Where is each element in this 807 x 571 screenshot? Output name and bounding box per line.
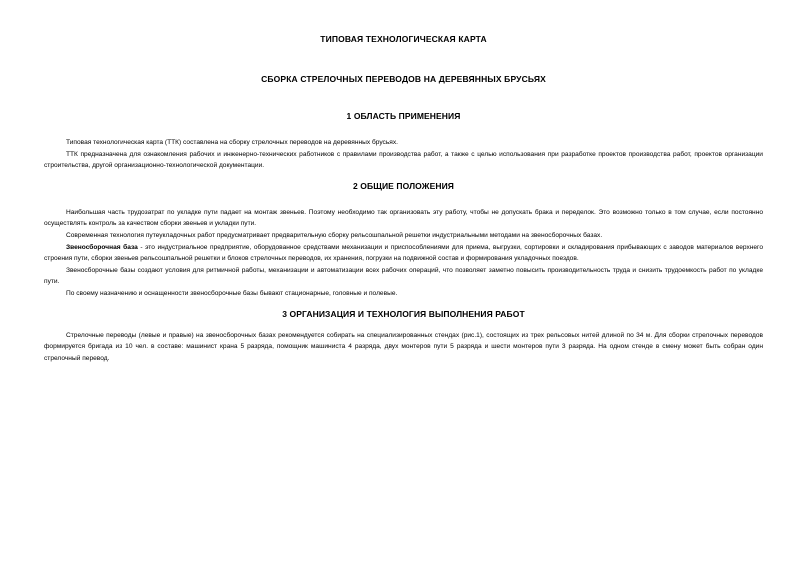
paragraph: По своему назначению и оснащенности звеносборочные базы бывают стационарные, головные и полевые. [66,289,398,297]
paragraph: Наибольшая часть трудозатрат по укладке пути падает на монтаж звеньев. Поэтому необходимо так организовать эту работу, чтобы не допускать брака и переделок. Это возможно только в том случае, если постоянно осуществлять контроль за качеством сборки звеньев и укладки пути. [44,208,763,228]
paragraph: Типовая технологическая карта (ТТК) составлена на сборку стрелочных переводов на деревянных брусьях. [66,139,398,146]
paragraph: ТТК предназначена для ознакомления рабочих и инженерно-технических работников с правилами производства работ, а также с целью использования при разработке проектов производства работ, проектов организации строительства, другой организационно-технологической документации. [44,150,763,170]
section-heading-3: 3 ОРГАНИЗАЦИЯ И ТЕХНОЛОГИЯ ВЫПОЛНЕНИЯ РАБОТ [282,308,525,319]
paragraph-with-bold-lead [44,242,763,265]
section-body-1 [44,137,763,172]
paragraph: Современная технология путеукладочных работ предусматривает предварительную сборку рельсошпальной решетки индустриальными методами на звеносборочных базах. [66,231,603,239]
paragraph: Звеносборочные базы создают условия для ритмичной работы, механизации и автоматизации всех рабочих операций, что позволяет заметно повысить производительность труда и снизить трудоемкость работ по укладке пути. [44,266,763,286]
paragraph-rest: - это индустриальное предприятие, оборудованное средствами механизации и приспособлениями для приема, выгрузки, сортировки и складирования прибывающих с заводов материалов верхнего строения пути, сборки звеньев рельсошпальной решетки и блоков стрелочных переводов, их хранения, погрузки на подвижной состав и формирования укладочных поездов. [44,243,763,263]
document-title: ТИПОВАЯ ТЕХНОЛОГИЧЕСКАЯ КАРТА [320,34,487,44]
section-heading-2: 2 ОБЩИЕ ПОЛОЖЕНИЯ [353,180,454,191]
section-heading-1: 1 ОБЛАСТЬ ПРИМЕНЕНИЯ [346,111,461,121]
paragraph: Стрелочные переводы (левые и правые) на звеносборочных базах рекомендуется собирать на специализированных стендах (рис.1), состоящих из трех рельсовых нитей длиной по 34 м. Для сборки стрелочных переводов формируется бригада из 10 чел. в составе: машинист крана 5 разряда, помощник машиниста 4 разряда, двух монтеров пути 5 разряда и шести монтеров пути 3 разряда. На одном стенде в смену может быть собран один стрелочный перевод. [44,331,763,362]
document-subtitle: СБОРКА СТРЕЛОЧНЫХ ПЕРЕВОДОВ НА ДЕРЕВЯННЫХ БРУСЬЯХ [261,74,546,84]
bold-term: Звеносборочная база [66,243,138,251]
section-body-3 [44,330,763,365]
section-body-2 [44,207,763,300]
